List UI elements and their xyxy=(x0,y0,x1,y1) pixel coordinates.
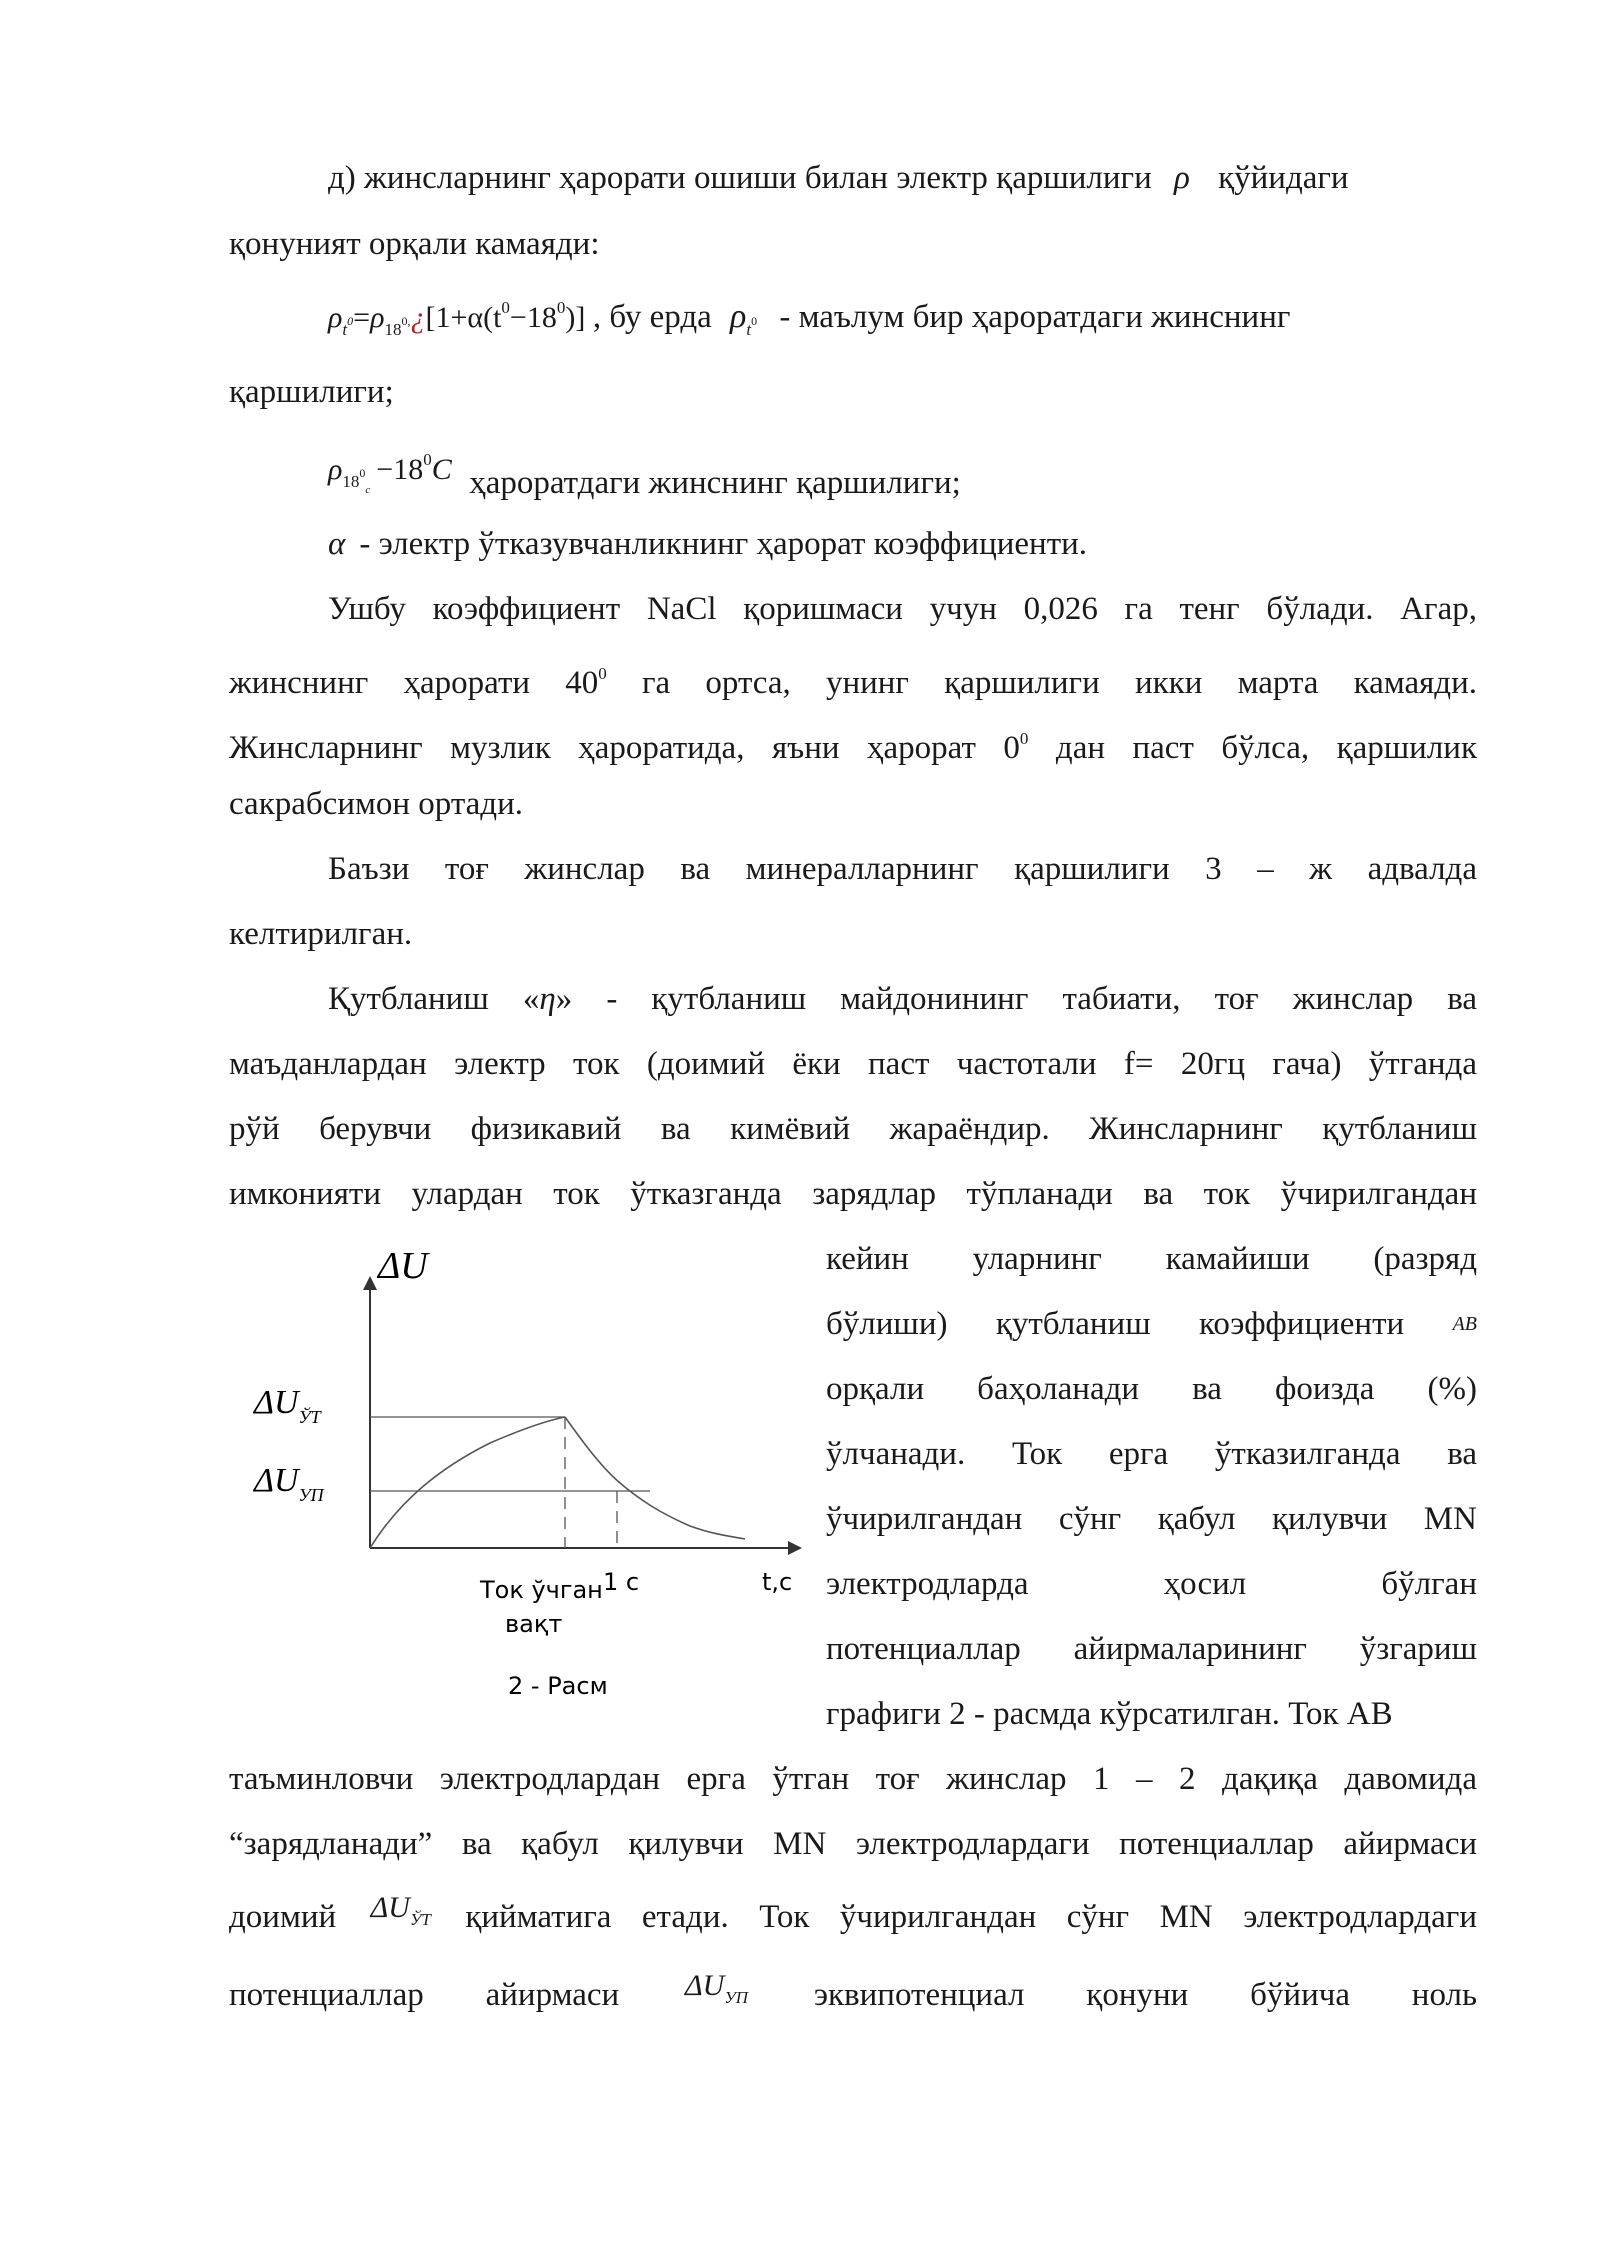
text: ўлчанади. Ток ерга ўтказилганда ва xyxy=(826,1436,1477,1472)
text: доимий xyxy=(229,1899,337,1935)
text-line xyxy=(328,524,1477,564)
text: потенциаллар айирмаларининг ўзгариш xyxy=(826,1631,1477,1667)
text: имконияти улардан ток ўтказганда зарядлар тўпланади ва ток ўчирилгандан xyxy=(229,1176,1477,1212)
qmark: ¿ xyxy=(410,301,426,334)
text: маъданлардан электр ток (доимий ёки паст частотали f= 20гц гача) ўтганда xyxy=(229,1046,1477,1082)
text-line xyxy=(826,1499,1477,1539)
text: ҳароратдаги жинснинг қаршилиги; xyxy=(469,465,961,501)
delta-u-up: $\Delta U_{УП}$ xyxy=(685,1969,749,2007)
text: “зарядланади” ва қабул қилувчи MN электродлардаги потенциаллар айирмаси xyxy=(229,1826,1477,1862)
text: » - қутбланиш майдонининг табиати, тоғ жинслар ва xyxy=(555,981,1477,1017)
sup: 0 xyxy=(556,298,566,317)
text: , бу ерда xyxy=(592,299,712,335)
text-line xyxy=(229,1824,1477,1864)
ut-label: $\Delta U_{ЎТ}$ xyxy=(254,1384,321,1427)
text-line xyxy=(328,589,1477,629)
text-line xyxy=(229,224,1477,264)
text: сакрабсимон ортади. xyxy=(229,786,524,822)
text-line xyxy=(826,1434,1477,1474)
text: келтирилган. xyxy=(229,916,413,952)
text: жинснинг ҳарорати 40 xyxy=(229,665,599,701)
formula-line xyxy=(328,288,1477,350)
body: )] xyxy=(565,301,586,334)
text-line xyxy=(229,914,1477,954)
x-axis-arrow xyxy=(788,1541,802,1555)
text: орқали баҳоланади ва фоизда (%) xyxy=(826,1371,1477,1407)
x-tick-1s: 1 с xyxy=(603,1568,640,1596)
text: қўйидаги xyxy=(1218,160,1349,196)
text: рўй берувчи физикавий ва кимёвий жараёндир. Жинсларнинг қутбланиш xyxy=(229,1111,1477,1147)
figure-2 xyxy=(250,1238,810,1718)
body: −18 xyxy=(509,301,557,334)
sup: 0 xyxy=(423,450,432,469)
sub: t xyxy=(746,320,752,339)
text: Ушбу коэффициент NaCl қоришмаси учун 0,026 га тенг бўлади. Агар, xyxy=(328,591,1477,627)
text: д) жинсларнинг ҳарорати ошиши билан электр қаршилиги xyxy=(328,160,1152,196)
rho: ρ xyxy=(730,298,747,335)
rho: ρ xyxy=(328,301,343,334)
text: кейин уларнинг камайиши (разряд xyxy=(826,1241,1477,1277)
x-tick-current-off-2: вақт xyxy=(505,1610,563,1638)
text: Жинсларнинг музлик ҳароратида, яъни ҳарорат 0 xyxy=(229,730,1020,766)
text-line xyxy=(826,1694,1488,1734)
potential-graph xyxy=(250,1238,810,1718)
sub: 18 xyxy=(384,320,402,339)
y-axis-label: ΔU xyxy=(378,1245,428,1287)
rho-symbol: ρ xyxy=(1174,160,1190,196)
text-line xyxy=(826,1369,1477,1409)
text-line xyxy=(328,849,1477,889)
sup: 0 xyxy=(751,314,758,328)
sup: 0 xyxy=(598,664,607,683)
text-line xyxy=(328,979,1477,1019)
text-line xyxy=(826,1564,1477,1604)
figure-caption: 2 - Расм xyxy=(508,1672,608,1700)
eq: = xyxy=(353,301,371,334)
text: Қутбланиш « xyxy=(328,981,540,1017)
text-line xyxy=(229,719,1477,768)
text: - маълум бир ҳароратдаги жинснинг xyxy=(779,299,1291,335)
rho: ρ xyxy=(328,453,343,486)
sup: 0, xyxy=(401,314,411,328)
text: электродларда ҳосил бўлган xyxy=(826,1566,1477,1602)
sup: 0 xyxy=(501,298,510,317)
sub: 18 xyxy=(342,472,360,491)
sup: 0 xyxy=(1019,729,1029,748)
alpha-symbol: α xyxy=(328,526,346,562)
formula-line xyxy=(328,440,1477,510)
text: бўлиши) қутбланиш коэффициенти xyxy=(826,1306,1405,1342)
x-axis-label: t,c xyxy=(762,1568,793,1596)
text-line xyxy=(229,1891,1477,1950)
x-tick-current-off: Ток ўчган xyxy=(480,1576,603,1604)
charging-curve xyxy=(370,1417,565,1548)
text: Баъзи тоғ жинслар ва минералларнинг қаршилиги 3 – ж адвалда xyxy=(328,851,1477,887)
text: қийматига етади. Ток ўчирилгандан сўнг MN электродлардаги xyxy=(465,1899,1477,1935)
text-line xyxy=(229,1044,1477,1084)
sup: 0 xyxy=(347,314,354,328)
text: - электр ўтказувчанликнинг ҳарорат коэффициенти. xyxy=(359,526,1088,562)
text-line xyxy=(826,1304,1477,1344)
body: [1+α(t xyxy=(425,301,502,334)
rho: ρ xyxy=(370,301,385,334)
text: графиги 2 - расмда кўрсатилган. Ток АВ xyxy=(826,1696,1393,1732)
text: эквипотенциал қонуни бўйича ноль xyxy=(813,1977,1478,2013)
text: потенциаллар айирмаси xyxy=(229,1977,620,2013)
formula xyxy=(328,298,593,339)
delta-u-ut: $\Delta U_{ЎТ}$ xyxy=(370,1891,431,1929)
sub: c xyxy=(365,484,371,496)
text-line xyxy=(229,1759,1477,1799)
text: ўчирилгандан сўнг қабул қилувчи MN xyxy=(826,1501,1477,1537)
text: қаршилиги; xyxy=(229,374,394,410)
ab-symbol: AB xyxy=(1452,1313,1478,1335)
eta-symbol: η xyxy=(539,981,556,1017)
text: қонуният орқали камаяди: xyxy=(229,226,600,262)
text-line xyxy=(229,372,1477,412)
formula xyxy=(328,450,459,496)
text-line xyxy=(826,1629,1477,1669)
y-axis-arrow xyxy=(363,1276,377,1290)
text: таъминловчи электродлардан ерга ўтган тоғ жинслар 1 – 2 дақиқа давомида xyxy=(229,1761,1477,1797)
text: га ортса, унинг қаршилиги икки марта камаяди. xyxy=(641,665,1478,701)
up-label: $\Delta U_{УП}$ xyxy=(254,1462,324,1505)
sup: 0 xyxy=(359,466,366,480)
body: C xyxy=(431,453,452,486)
discharge-curve xyxy=(565,1417,745,1539)
text-line xyxy=(826,1239,1477,1279)
text-line xyxy=(328,158,1477,198)
body: −18 xyxy=(376,453,424,486)
text-line xyxy=(229,784,1477,824)
text: дан паст бўлса, қаршилик xyxy=(1055,730,1477,766)
text-line xyxy=(229,1969,1478,2028)
text-line xyxy=(229,1109,1477,1149)
text-line xyxy=(229,1174,1477,1214)
sub: t xyxy=(342,320,348,339)
text-line xyxy=(229,654,1477,703)
